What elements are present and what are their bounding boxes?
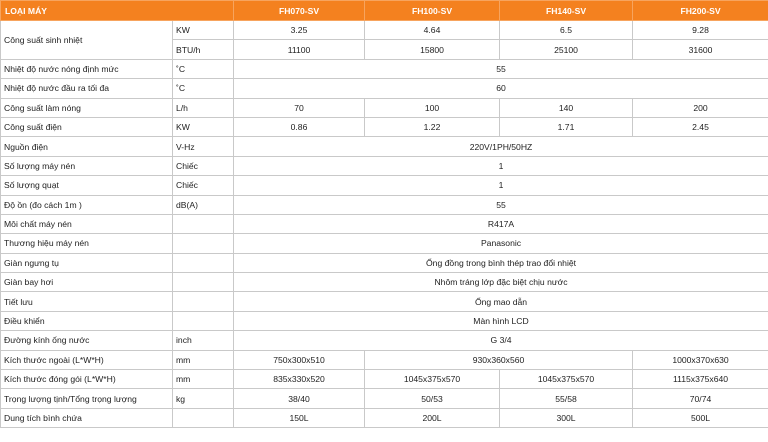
- row-label: Giàn bay hơi: [1, 273, 173, 292]
- row-control: [1, 311, 768, 330]
- row-label: Số lượng máy nén: [1, 156, 173, 175]
- cell-value: Nhôm tráng lớp đặc biệt chịu nước: [234, 273, 768, 292]
- row-noise: [1, 195, 768, 214]
- cell-value: 1000x370x630: [633, 350, 768, 369]
- row-weight: [1, 389, 768, 408]
- row-unit: KW: [173, 21, 234, 40]
- row-condenser: [1, 253, 768, 272]
- row-outer-dimensions: [1, 350, 768, 369]
- cell-value: 4.64: [365, 21, 500, 40]
- cell-value: 70: [234, 98, 365, 117]
- row-refrigerant: [1, 214, 768, 233]
- row-unit: dB(A): [173, 195, 234, 214]
- cell-value: 200L: [365, 408, 500, 427]
- cell-value: 60: [234, 79, 768, 98]
- row-evaporator: [1, 273, 768, 292]
- row-unit: [173, 234, 234, 253]
- row-label: Công suất sinh nhiệt: [1, 21, 173, 60]
- row-fan-count: [1, 176, 768, 195]
- cell-value: 150L: [234, 408, 365, 427]
- cell-value: 31600: [633, 40, 768, 59]
- header-model-3: FH140-SV: [500, 1, 633, 21]
- row-unit: Chiếc: [173, 156, 234, 175]
- cell-value: 6.5: [500, 21, 633, 40]
- row-unit: [173, 253, 234, 272]
- row-label: Đường kính ống nước: [1, 331, 173, 350]
- cell-value: 1: [234, 176, 768, 195]
- row-label: Kích thước đóng gói (L*W*H): [1, 370, 173, 389]
- cell-value: R417A: [234, 214, 768, 233]
- row-unit: ˚C: [173, 79, 234, 98]
- cell-value: 15800: [365, 40, 500, 59]
- cell-value: Màn hình LCD: [234, 311, 768, 330]
- row-power-input: [1, 117, 768, 136]
- cell-value: 11100: [234, 40, 365, 59]
- cell-value: 300L: [500, 408, 633, 427]
- row-label: Nguồn điện: [1, 137, 173, 156]
- row-unit: L/h: [173, 98, 234, 117]
- cell-value: 1045x375x570: [500, 370, 633, 389]
- row-max-outlet-temp: [1, 79, 768, 98]
- cell-value: G 3/4: [234, 331, 768, 350]
- header-model-2: FH100-SV: [365, 1, 500, 21]
- row-unit: inch: [173, 331, 234, 350]
- row-label: Số lượng quạt: [1, 176, 173, 195]
- row-unit: ˚C: [173, 59, 234, 78]
- cell-value: 38/40: [234, 389, 365, 408]
- header-type-label: LOẠI MÁY: [1, 1, 234, 21]
- header-model-1: FH070-SV: [234, 1, 365, 21]
- row-power-supply: [1, 137, 768, 156]
- row-label: Độ ồn (đo cách 1m ): [1, 195, 173, 214]
- row-throttle: [1, 292, 768, 311]
- row-rated-hot-water-temp: [1, 59, 768, 78]
- row-unit: [173, 214, 234, 233]
- cell-value: 1.71: [500, 117, 633, 136]
- row-unit: BTU/h: [173, 40, 234, 59]
- cell-value: 55: [234, 59, 768, 78]
- row-label: Trọng lượng tịnh/Tổng trọng lượng: [1, 389, 173, 408]
- cell-value: 200: [633, 98, 768, 117]
- cell-value: 3.25: [234, 21, 365, 40]
- header-model-4: FH200-SV: [633, 1, 768, 21]
- cell-value: 50/53: [365, 389, 500, 408]
- row-unit: Chiếc: [173, 176, 234, 195]
- row-label: Dung tích bình chứa: [1, 408, 173, 427]
- row-label: Môi chất máy nén: [1, 214, 173, 233]
- row-unit: [173, 273, 234, 292]
- row-heating-capacity-kw: [1, 21, 768, 40]
- row-label: Nhiệt độ nước nóng định mức: [1, 59, 173, 78]
- header-row: [1, 1, 768, 21]
- row-compressor-brand: [1, 234, 768, 253]
- cell-value: 1045x375x570: [365, 370, 500, 389]
- row-label: Thương hiệu máy nén: [1, 234, 173, 253]
- row-unit: [173, 292, 234, 311]
- cell-value: 220V/1PH/50HZ: [234, 137, 768, 156]
- cell-value: Ống mao dẫn: [234, 292, 768, 311]
- cell-value: 55/58: [500, 389, 633, 408]
- row-label: Giàn ngưng tụ: [1, 253, 173, 272]
- row-heating-output: [1, 98, 768, 117]
- cell-value: 500L: [633, 408, 768, 427]
- cell-value: 1115x375x640: [633, 370, 768, 389]
- row-label: Điều khiển: [1, 311, 173, 330]
- row-unit: V-Hz: [173, 137, 234, 156]
- cell-value: 25100: [500, 40, 633, 59]
- row-unit: [173, 408, 234, 427]
- row-label: Kích thước ngoài (L*W*H): [1, 350, 173, 369]
- cell-value: 140: [500, 98, 633, 117]
- cell-value: 835x330x520: [234, 370, 365, 389]
- cell-value: 100: [365, 98, 500, 117]
- cell-value: Panasonic: [234, 234, 768, 253]
- row-label: Nhiệt độ nước đầu ra tối đa: [1, 79, 173, 98]
- row-compressor-count: [1, 156, 768, 175]
- cell-value: 1.22: [365, 117, 500, 136]
- cell-value: 930x360x560: [365, 350, 633, 369]
- row-unit: KW: [173, 117, 234, 136]
- row-tank-volume: [1, 408, 768, 427]
- cell-value: Ống đồng trong bình thép trao đổi nhiệt: [234, 253, 768, 272]
- row-label: Tiết lưu: [1, 292, 173, 311]
- cell-value: 750x300x510: [234, 350, 365, 369]
- row-label: Công suất làm nóng: [1, 98, 173, 117]
- cell-value: 0.86: [234, 117, 365, 136]
- cell-value: 1: [234, 156, 768, 175]
- row-unit: [173, 311, 234, 330]
- cell-value: 9.28: [633, 21, 768, 40]
- cell-value: 70/74: [633, 389, 768, 408]
- row-unit: kg: [173, 389, 234, 408]
- cell-value: 55: [234, 195, 768, 214]
- row-package-dimensions: [1, 370, 768, 389]
- row-pipe-diameter: [1, 331, 768, 350]
- row-label: Công suất điện: [1, 117, 173, 136]
- cell-value: 2.45: [633, 117, 768, 136]
- row-unit: mm: [173, 350, 234, 369]
- row-unit: mm: [173, 370, 234, 389]
